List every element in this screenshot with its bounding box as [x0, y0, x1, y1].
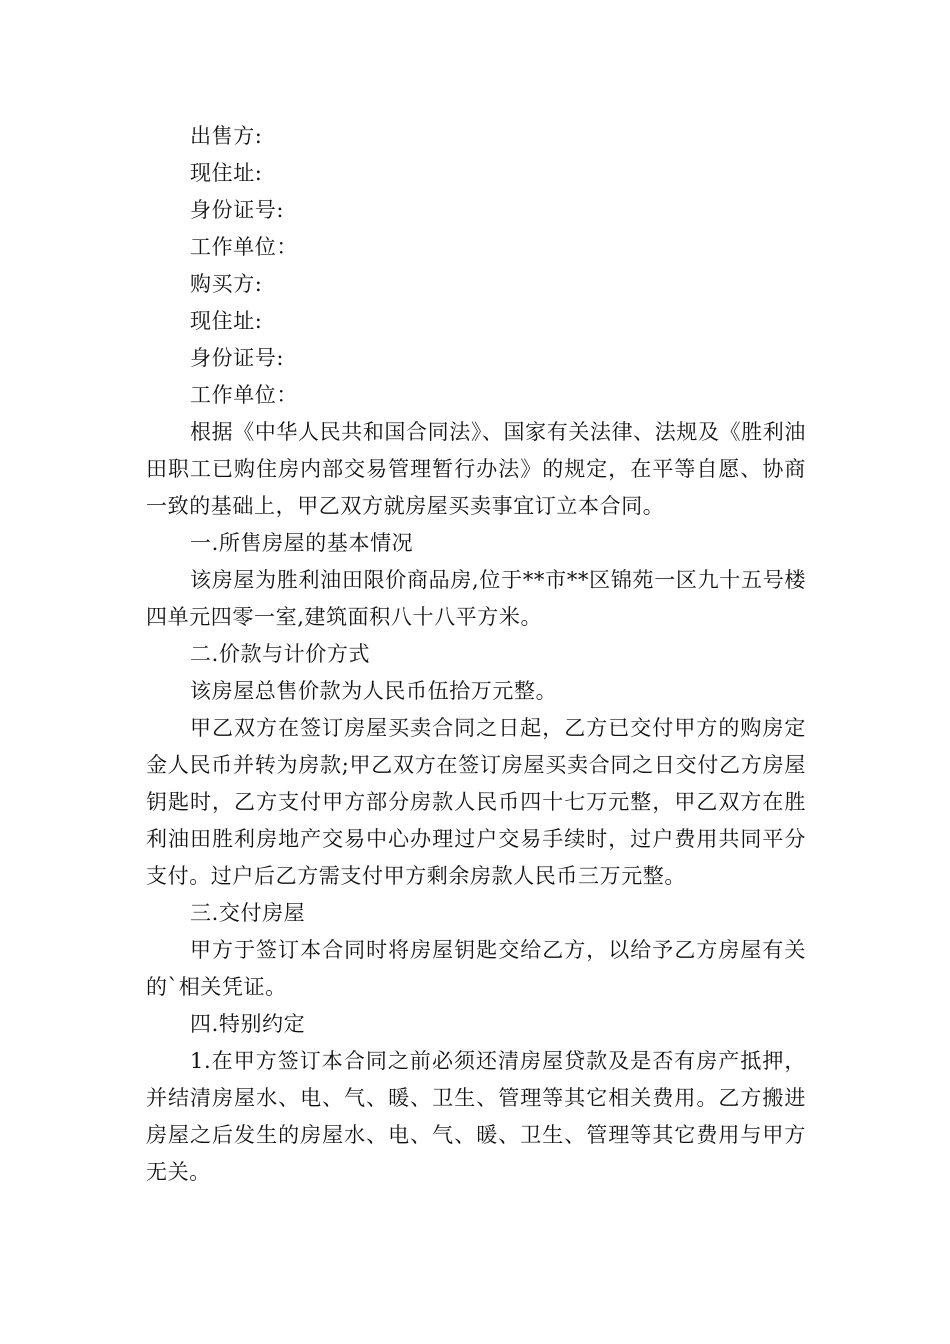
contract-body	[146, 118, 806, 1191]
seller-work-label: 工作单位：	[190, 235, 298, 259]
buyer-id-label: 身份证号:	[190, 346, 285, 370]
section-paragraph: 1.在甲方签订本合同之前必须还清房屋贷款及是否有房产抵押，并结清房屋水、电、气、暖、卫生、管理等其它相关费用。乙方搬进房屋之后发生的房屋水、电、气、暖、卫生、管理等其它费用与甲方无关。	[146, 1049, 806, 1184]
section-heading: 一.所售房屋的基本情况	[190, 531, 414, 555]
section-paragraph: 该房屋总售价款为人民币伍拾万元整。	[190, 679, 558, 703]
seller-name-label: 出售方:	[190, 124, 263, 148]
preamble-paragraph: 根据《中华人民共和国合同法》、国家有关法律、法规及《胜利油田职工已购住房内部交易管理暂行办法》的规定，在平等自愿、协商一致的基础上，甲乙双方就房屋买卖事宜订立本合同。	[146, 420, 806, 518]
buyer-name-label: 购买方:	[190, 272, 263, 296]
section-heading: 四.特别约定	[190, 1012, 306, 1036]
section-paragraph: 甲乙双方在签订房屋买卖合同之日起，乙方已交付甲方的购房定金人民币并转为房款;甲乙双方在签订房屋买卖合同之日交付乙方房屋钥匙时，乙方支付甲方部分房款人民币四十七万元整，甲乙双方在胜利油田胜利房地产交易中心办理过户交易手续时，过户费用共同平分支付。过户后乙方需支付甲方剩余房款人民币三万元整。	[146, 716, 806, 888]
seller-address-label: 现住址:	[190, 161, 263, 185]
buyer-work-label: 工作单位：	[190, 383, 298, 407]
seller-id-label: 身份证号:	[190, 198, 285, 222]
section-paragraph: 甲方于签订本合同时将房屋钥匙交给乙方，以给予乙方房屋有关的`相关凭证。	[146, 938, 806, 999]
section-heading: 三.交付房屋	[190, 901, 306, 925]
section-paragraph: 该房屋为胜利油田限价商品房,位于**市**区锦苑一区九十五号楼四单元四零一室,建筑面积八十八平方米。	[146, 568, 806, 629]
section-heading: 二.价款与计价方式	[190, 642, 371, 666]
buyer-address-label: 现住址:	[190, 309, 263, 333]
